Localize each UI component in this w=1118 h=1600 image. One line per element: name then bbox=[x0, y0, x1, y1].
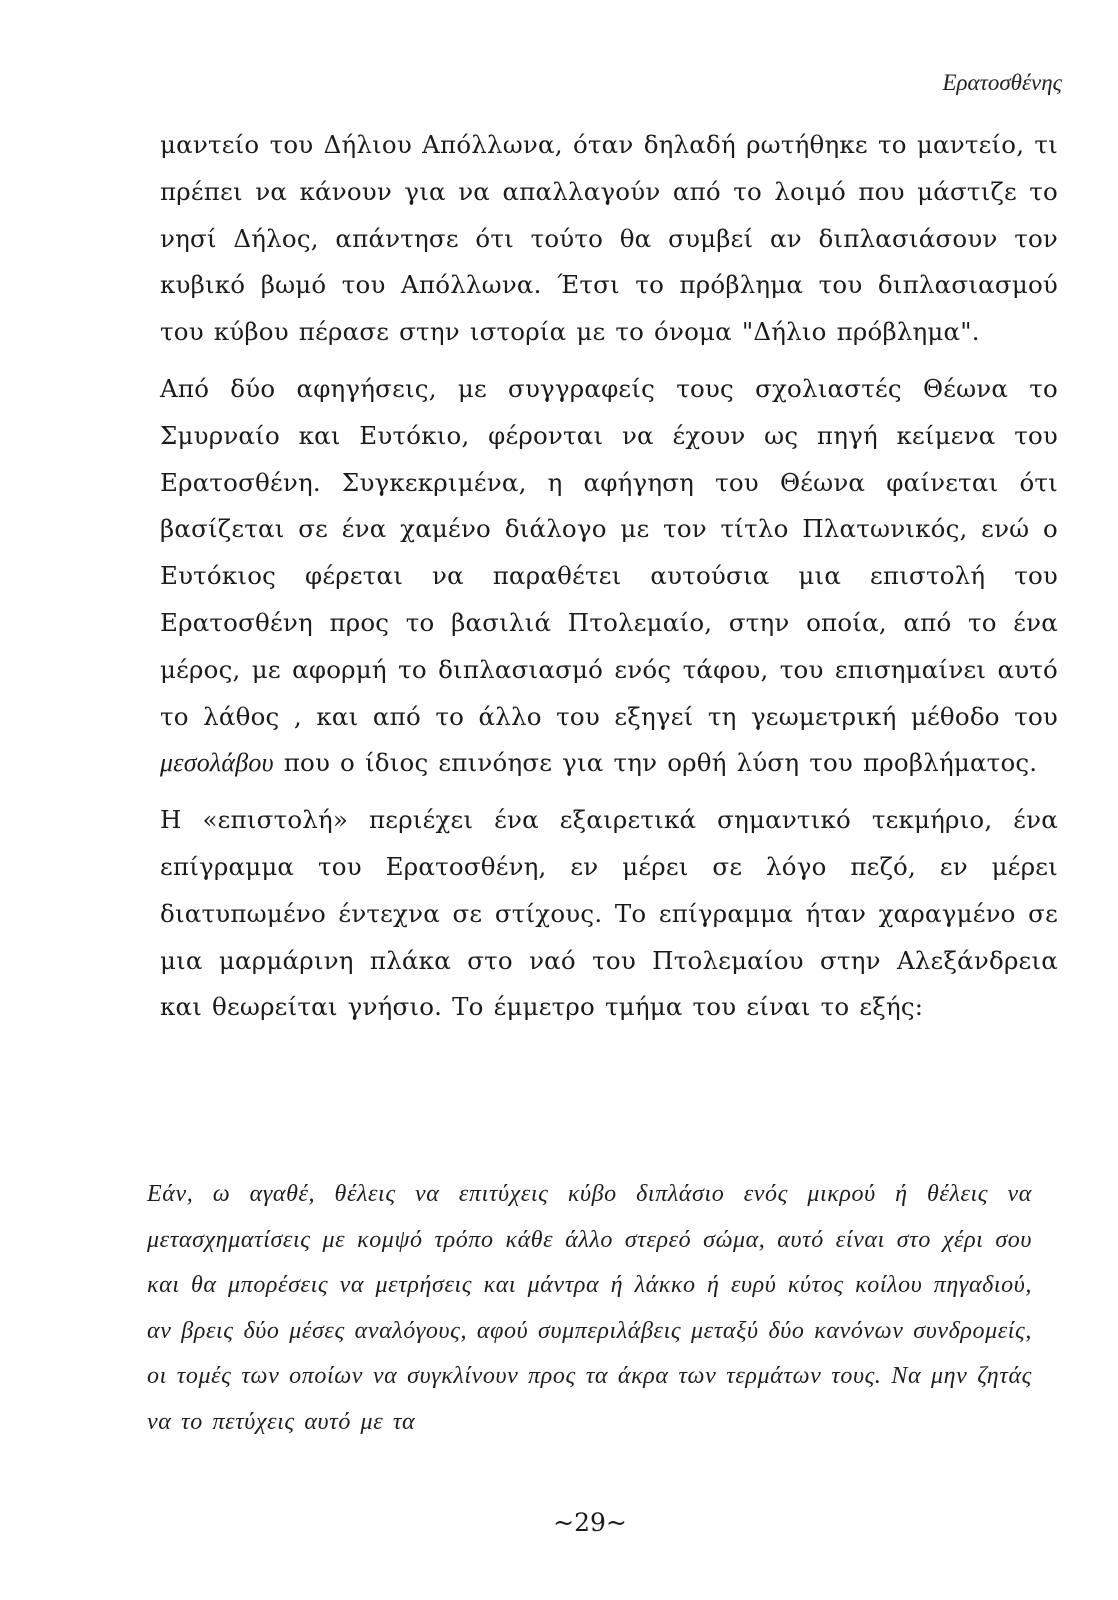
body-text bbox=[160, 122, 1058, 1031]
paragraph-2 bbox=[160, 366, 1058, 787]
paragraph-1: μαντείο του Δήλιου Απόλλωνα, όταν δηλαδή ρωτήθηκε το μαντείο, τι πρέπει να κάνουν για να απαλλαγούν από το λοιμό που μάστιζε το νησί Δήλος, απάντησε ότι τούτο θα συμβεί αν διπλασιάσουν τον κυβικό βωμό του Απόλλωνα. Έτσι το πρόβλημα του διπλασιασμού του κύβου πέρασε στην ιστορία με το όνομα "Δήλιο πρόβλημα". bbox=[160, 130, 1058, 347]
mesolabos-term: μεσολάβου bbox=[160, 748, 274, 778]
paragraph-3: Η «επιστολή» περιέχει ένα εξαιρετικά σημαντικό τεκμήριο, ένα επίγραμμα του Ερατοσθένη, εν μέρει σε λόγο πεζό, εν μέρει διατυπωμένο έντεχνα σε στίχους. Το επίγραμμα ήταν χαραγμένο σε μια μαρμάρινη πλάκα στο ναό του Πτολεμαίου στην Αλεξάνδρεια και θεωρείται γνήσιο. Το έμμετρο τμήμα του είναι το εξής: bbox=[160, 805, 1058, 1022]
running-head: Ερατοσθένης bbox=[942, 70, 1062, 95]
epigram-quote: Εάν, ω αγαθέ, θέλεις να επιτύχεις κύβο διπλάσιο ενός μικρού ή θέλεις να μετασχηματίσεις με κομψό τρόπο κάθε άλλο στερεό σώμα, αυτό είναι στο χέρι σου και θα μπορέσεις να μετρήσεις και μάντρα ή λάκκο ή ευρύ κύτος κοίλου πηγαδιού, αν βρεις δύο μέσες αναλόγους, αφού συμπεριλάβεις μεταξύ δύο κανόνων συνδρομείς, οι τομές των οποίων να συγκλίνουν προς τα άκρα των τερμάτων τους. Να μην ζητάς να το πετύχεις αυτό με τα bbox=[147, 1181, 1032, 1435]
page-number: ~29~ bbox=[553, 1508, 627, 1537]
paragraph-2-text-b: που ο ίδιος επινόησε για την ορθή λύση του προβλήματος. bbox=[273, 748, 1038, 778]
paragraph-2-text-a: Από δύο αφηγήσεις, με συγγραφείς τους σχολιαστές Θέωνα το Σμυρναίο και Ευτόκιο, φέρονται να έχουν ως πηγή κείμενα του Ερατοσθένη. Συγκεκριμένα, η αφήγηση του Θέωνα φαίνεται ότι βασίζεται σε ένα χαμένο διάλογο με τον τίτλο Πλατωνικός, ενώ ο Ευτόκιος φέρεται να παραθέτει αυτούσια μια επιστολή του Ερατοσθένη προς το βασιλιά Πτολεμαίο, στην οποία, από το ένα μέρος, με αφορμή το διπλασιασμό ενός τάφου, του επισημαίνει αυτό το λάθος , και από το άλλο του εξηγεί τη γεωμετρική μέθοδο του bbox=[160, 373, 1058, 731]
